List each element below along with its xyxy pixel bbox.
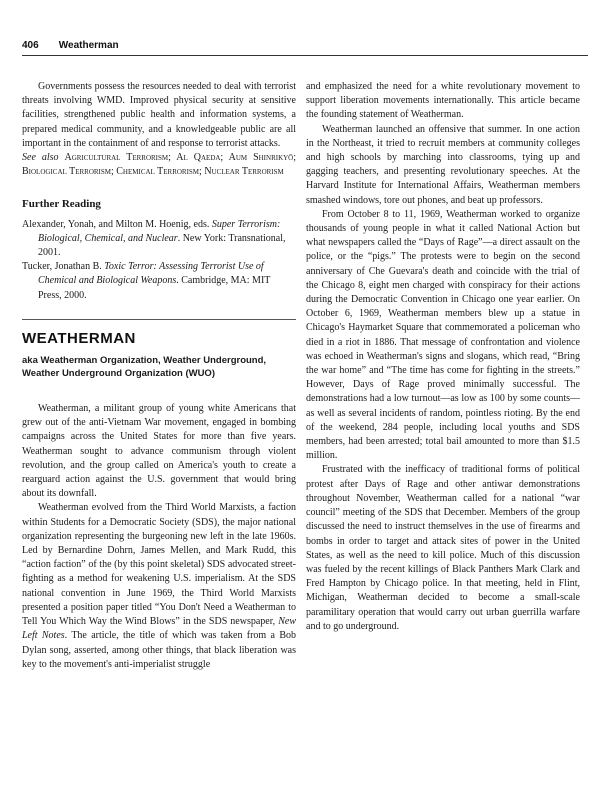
body-paragraph: Weatherman, a militant group of young white Americans that grew out of the anti-Vietnam War movement, engaged in bombing campaigns across the United States for more than five years. Weatherman sought to advance communism through violent revolution, and the group called on America's youth to create a rearguard action against the U.S. government that would bring about its downfall. [22,403,296,500]
body-paragraph: Weatherman launched an offensive that summer. In one action in the Northeast, it tried to recruit members at community colleges and high schools by marching into classrooms, tying up and gagging teachers, and presenting revolutionary speeches. At the Harvard Institute for International Affairs, Weatherman members smashed windows, tore out phones, and beat up professors. [306,123,580,206]
see-also-label: See also [22,152,59,164]
body-paragraph: Frustrated with the inefficacy of traditional forms of political protest after Days of Rage and other antiwar demonstrations throughout November, Weatherman called for a national “war council” meeting of the SDS that December. Members of the group discussed the need to instruct themselves in the use of firearms and bombs in order to target and attack sites of power in the United States, as well as the need to kill police. Much of this discussion was fueled by the recent killings of Black Panthers Mark Clark and Fred Hampton by Chicago police. In that meeting, held in Flint, Michigan, Weatherman decided to become a small-scale paramilitary operation that would carry out urban guerrilla warfare and to go underground. [306,464,580,632]
left-column [22,80,296,672]
reference-title: Super Terrorism: Biological, Chemical, and Nuclear [38,218,281,244]
body-paragraph: and emphasized the need for a white revolutionary movement to support liberation movements internationally. This article became the founding statement of Weatherman. [306,81,580,121]
intro-paragraph: Governments possess the resources needed to deal with terrorist threats involving WMD. Improved physical security at sensitive facilities, strengthened public health and information systems, a prepared medical community, and a knowledgeable public are all important in the containment of and response to terrorist attacks. [22,81,296,149]
running-header [22,40,588,51]
body-paragraph: From October 8 to 11, 1969, Weatherman worked to organize thousands of young people in what it called National Action but what newspapers called the “Days of Rage”—a direct assault on the police, or the “pigs.” The protests were to begin on the second anniversary of Che Guevara's death and coincide with the trial of the Chicago 8, eight men charged with conspiracy for their actions during the Democratic Convention in Chicago one year earlier. On October 6, 1969, Weatherman members blew up a statue in Chicago's Haymarket Square that commemorated a policeman who died in a riot in 1886. That message of confrontation and violence was echoed in Weatherman's signs and slogans, which read, “Bring the war home” and “The time has come for fighting in the streets.” However, Days of Rage proved minimally successful. The demonstrations had a low turnout—as low as 100 by some counts—as well as several incidents of random, pointless rioting. By the end of the weekend, 284 people, including local youths and SDS members, had been arrested; total bail amounted to more than $1.5 million. [306,208,580,462]
body-text: Weatherman evolved from the Third World Marxists, a faction within Students for a Democratic Society (SDS), the major national organization representing the burgeoning new left in the late 1960s. Led by Bernardine Dohrn, James Mellen, and Mark Rudd, this “action faction” of the (by this point skeletal) SDS advocated street-fighting as a method for weakening U.S. imperialism. At the SDS national convention in June 1969, the Third World Marxists presented a position paper titled “You Don't Need a Weatherman to Tell You Which Way the Wind Blows” in the SDS newspaper, [22,502,296,628]
further-reading-heading: Further Reading [22,198,101,211]
reference-item [22,218,296,261]
body-text: . The article, the title of which was taken from a Bob Dylan song, asserted, among other things, that black liberation was key to the movement's anti-imperialist struggle [22,630,296,670]
entry-aka: aka Weatherman Organization, Weather Underground, Weather Underground Organization (WUO) [22,355,267,380]
header-rule [22,55,588,56]
right-column [306,80,580,634]
see-also-items: Agricultural Terrorism; Al Qaeda; Aum Shinrikyō; Biological Terrorism; Chemical Terrorism; Nuclear Terrorism [22,152,297,178]
publication-title: New Left Notes [22,616,296,642]
body-paragraph [22,501,296,671]
reference-author: Alexander, Yonah, and Milton M. Hoenig, eds. [22,218,212,230]
reference-publisher: . Cambridge, MA: MIT Press, 2000. [38,275,271,301]
reference-title: Toxic Terror: Assessing Terrorist Use of Chemical and Biological Weapons [38,261,264,287]
section-divider [22,319,296,320]
running-head-title: Weatherman [58,40,119,51]
entry-title: WEATHERMAN [22,329,136,347]
reference-item [22,260,296,303]
reference-author: Tucker, Jonathan B. [22,261,105,273]
page-number: 406 [22,40,39,51]
reference-publisher: . New York: Transnational, 2001. [38,232,286,259]
see-also [22,151,296,179]
